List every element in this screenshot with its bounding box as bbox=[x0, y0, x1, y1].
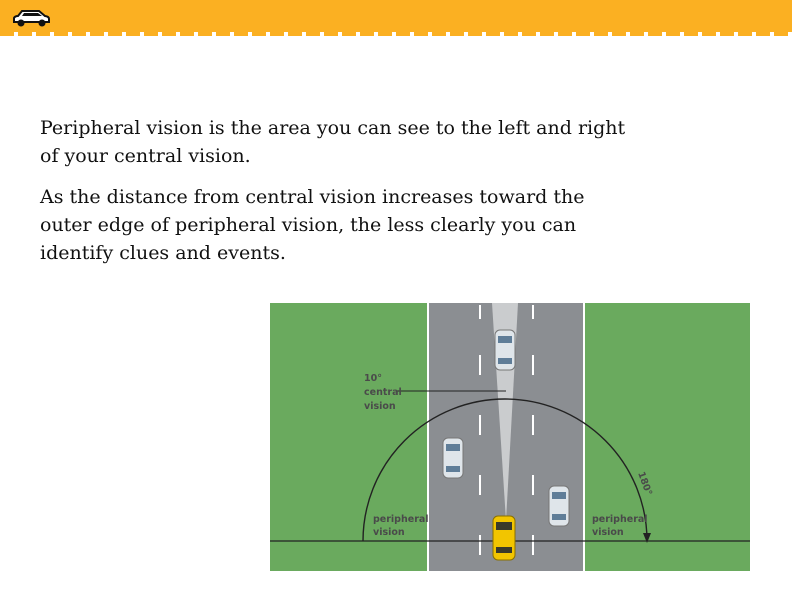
right-peripheral-label: peripheral bbox=[592, 514, 648, 525]
central-label-word: central bbox=[364, 387, 402, 398]
header-bar bbox=[0, 0, 792, 36]
left-peripheral-label-vision: vision bbox=[373, 527, 405, 538]
subject-car bbox=[493, 516, 515, 560]
angle-label-180: 180° bbox=[635, 470, 654, 498]
right-peripheral-label-vision: vision bbox=[592, 527, 624, 538]
central-label-vision: vision bbox=[364, 401, 396, 412]
car-ahead-center bbox=[495, 330, 515, 370]
left-peripheral-label: peripheral bbox=[373, 514, 429, 525]
car-left-lane bbox=[443, 438, 463, 478]
peripheral-vision-diagram bbox=[270, 303, 750, 571]
central-label-angle: 10° bbox=[364, 373, 382, 384]
car-right-lane bbox=[549, 486, 569, 526]
header-dashed-border bbox=[0, 32, 792, 36]
car-icon bbox=[10, 7, 52, 29]
paragraph-peripheral-definition: Peripheral vision is the area you can see to the left and right of your central vision. bbox=[40, 117, 626, 167]
paragraph-peripheral-clarity: As the distance from central vision increases toward the outer edge of peripheral vision, the less clearly you can identify clues and events. bbox=[40, 186, 585, 264]
